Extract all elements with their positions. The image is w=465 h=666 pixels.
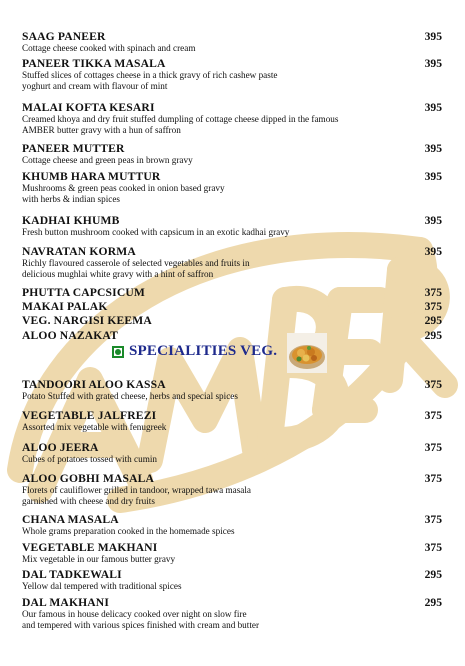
item-price: 395 (424, 57, 442, 70)
item-name: MALAI KOFTA KESARI (22, 101, 155, 114)
item-description: Our famous in house delicacy cooked over night on slow fire (22, 609, 247, 619)
item-price: 395 (424, 170, 442, 183)
item-description: Richly flavoured casserole of selected vegetables and fruits in (22, 258, 250, 268)
item-price: 395 (424, 101, 442, 114)
menu-item (22, 245, 442, 280)
menu-item (22, 142, 442, 166)
item-description: Potato Stuffed with grated cheese, herbs and special spices (22, 391, 238, 401)
menu-item (22, 314, 442, 327)
menu-item (22, 101, 442, 136)
item-name: KHUMB HARA MUTTUR (22, 170, 161, 183)
item-price: 375 (424, 472, 442, 485)
item-price: 295 (424, 596, 442, 609)
item-description: Yellow dal tempered with traditional spices (22, 581, 182, 591)
menu-item (22, 300, 442, 313)
item-name: KADHAI KHUMB (22, 214, 120, 227)
item-description: Cubes of potatoes tossed with cumin (22, 454, 157, 464)
item-description: yoghurt and cream with flavour of mint (22, 81, 168, 91)
item-description: Whole grams preparation cooked in the homemade spices (22, 526, 235, 536)
item-description: Cottage cheese and green peas in brown gravy (22, 155, 193, 165)
item-name: VEGETABLE MAKHANI (22, 541, 158, 554)
item-price: 375 (424, 513, 442, 526)
item-name: DAL MAKHANI (22, 596, 109, 609)
item-description: Stuffed slices of cottages cheese in a thick gravy of rich cashew paste (22, 70, 278, 80)
item-price: 375 (424, 541, 442, 554)
item-name: MAKAI PALAK (22, 300, 108, 313)
item-name: PANEER MUTTER (22, 142, 125, 155)
menu-item (22, 329, 442, 342)
item-description: Assorted mix vegetable with fenugreek (22, 422, 167, 432)
menu-item (22, 568, 442, 592)
menu-item (22, 513, 442, 537)
item-price: 375 (424, 409, 442, 422)
item-description: Mix vegetable in our famous butter gravy (22, 554, 176, 564)
item-name: ALOO GOBHI MASALA (22, 472, 155, 485)
menu-item (22, 472, 442, 507)
item-description: delicious mughlai white gravy with a hint of saffron (22, 269, 214, 279)
item-name: VEG. NARGISI KEEMA (22, 314, 152, 327)
menu-item (22, 596, 442, 631)
section-title: SPECIALITIES VEG. (129, 343, 278, 359)
item-name: PHUTTA CAPCSICUM (22, 286, 145, 299)
item-price: 375 (424, 441, 442, 454)
section-heading (112, 343, 277, 360)
item-name: VEGETABLE JALFREZI (22, 409, 157, 422)
veg-symbol-icon (112, 346, 124, 358)
item-description: and tempered with various spices finished with cream and butter (22, 620, 260, 630)
item-name: TANDOORI ALOO KASSA (22, 378, 166, 391)
menu-item (22, 409, 442, 433)
item-name: SAAG PANEER (22, 30, 106, 43)
item-price: 375 (424, 300, 442, 313)
menu-item (22, 441, 442, 465)
item-name: DAL TADKEWALI (22, 568, 122, 581)
item-description: Florets of cauliflower grilled in tandoor, wrapped tawa masala (22, 485, 251, 495)
menu-item (22, 214, 442, 238)
item-price: 295 (424, 329, 442, 342)
item-description: Cottage cheese cooked with spinach and cream (22, 43, 196, 53)
item-name: ALOO NAZAKAT (22, 329, 118, 342)
item-name: ALOO JEERA (22, 441, 99, 454)
menu-item (22, 286, 442, 299)
menu-item (22, 541, 442, 565)
item-name: CHANA MASALA (22, 513, 119, 526)
item-price: 395 (424, 245, 442, 258)
item-description: with herbs & indian spices (22, 194, 120, 204)
item-price: 375 (424, 286, 442, 299)
item-price: 395 (424, 30, 442, 43)
item-description: Creamed khoya and dry fruit stuffed dumpling of cottage cheese dipped in the famous (22, 114, 339, 124)
menu-item (22, 57, 442, 92)
menu-item (22, 378, 442, 402)
item-description: garnished with cheese and dry fruits (22, 496, 155, 506)
item-price: 375 (424, 378, 442, 391)
item-price: 395 (424, 214, 442, 227)
item-description: Mushrooms & green peas cooked in onion based gravy (22, 183, 225, 193)
item-price: 395 (424, 142, 442, 155)
item-price: 295 (424, 568, 442, 581)
item-name: PANEER TIKKA MASALA (22, 57, 166, 70)
item-name: NAVRATAN KORMA (22, 245, 136, 258)
item-description: AMBER butter gravy with a hun of saffron (22, 125, 181, 135)
curry-dish-photo (287, 333, 327, 373)
item-price: 295 (424, 314, 442, 327)
item-description: Fresh button mushroom cooked with capsicum in an exotic kadhai gravy (22, 227, 290, 237)
menu-item (22, 170, 442, 205)
menu-item (22, 30, 442, 54)
